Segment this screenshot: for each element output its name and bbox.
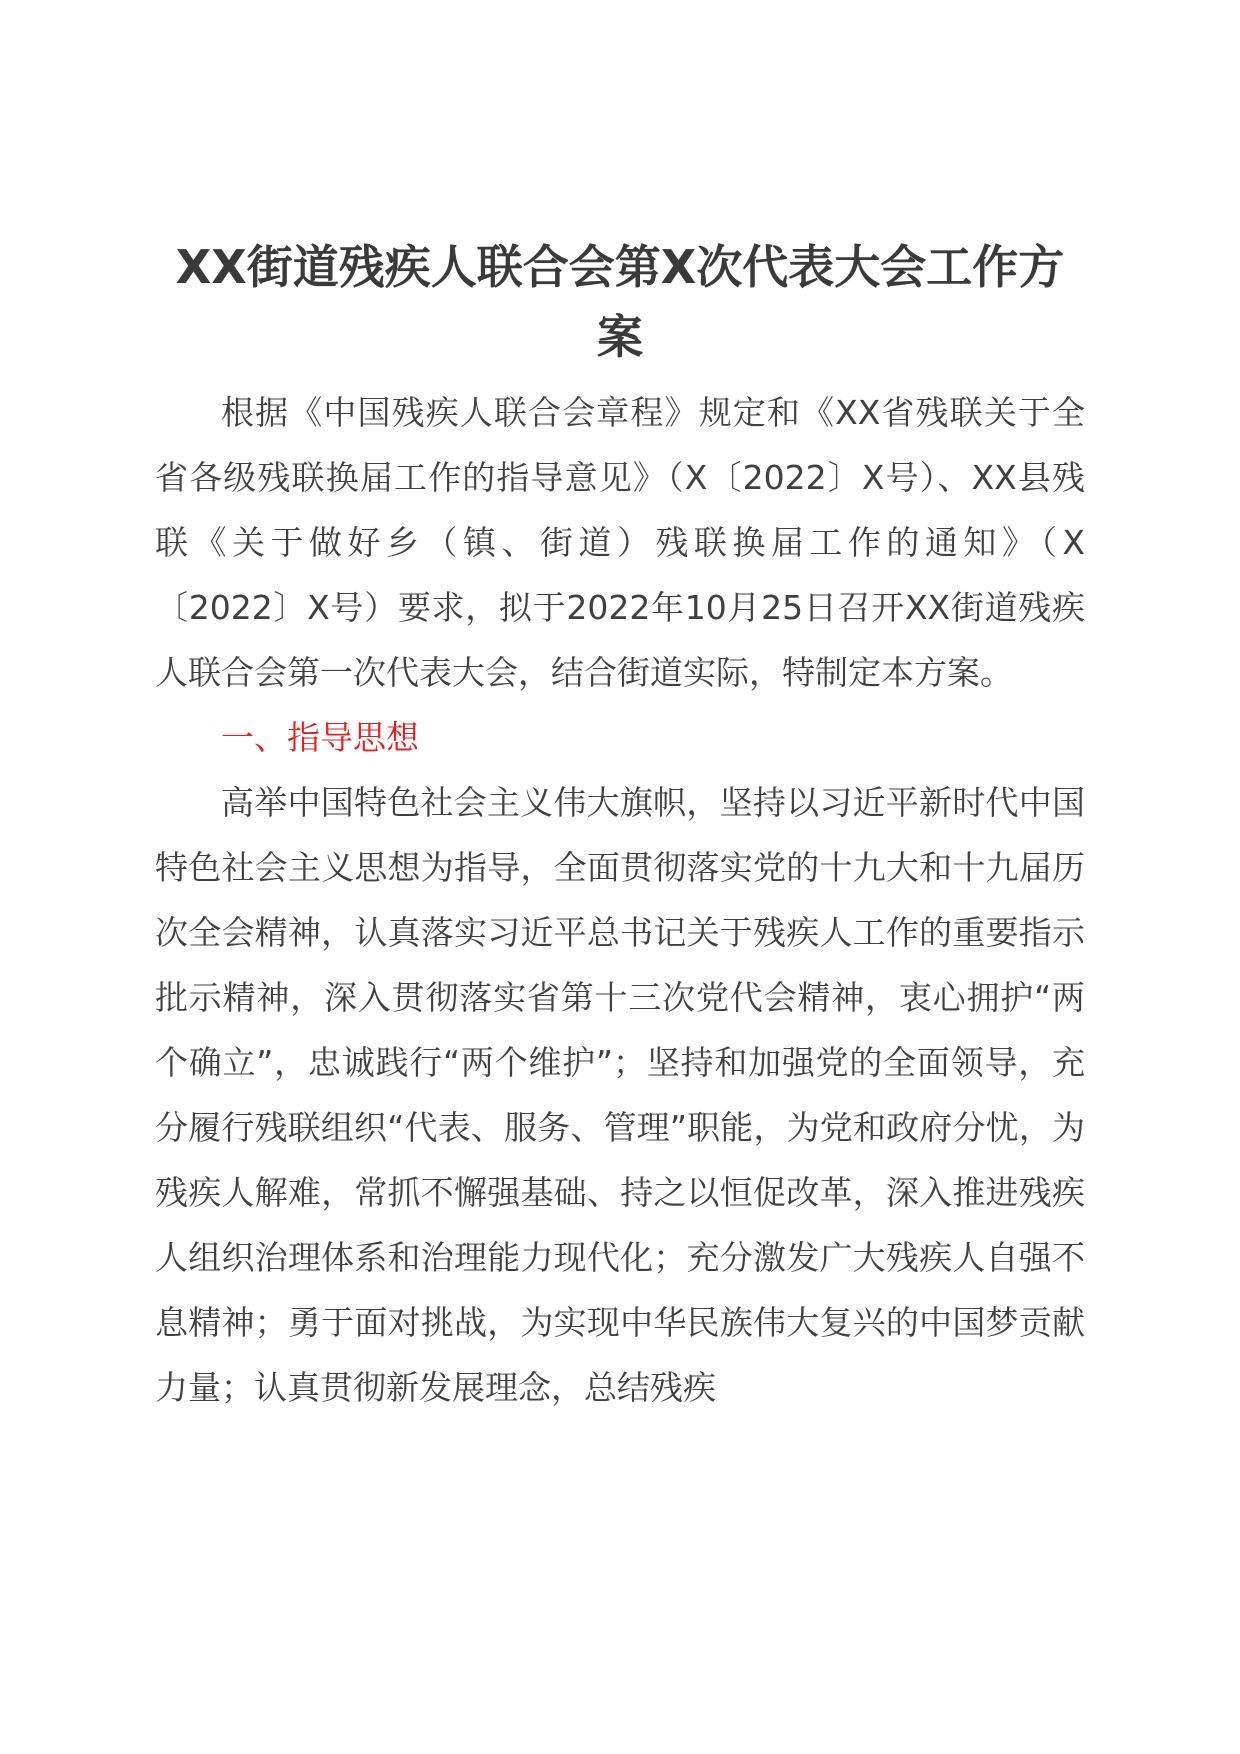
section-heading-guiding-ideology: 一、指导思想 [221, 718, 419, 757]
guiding-ideology-paragraph: 高举中国特色社会主义伟大旗帜，坚持以习近平新时代中国特色社会主义思想为指导，全面贯彻落实党的十九大和十九届历次全会精神，认真落实习近平总书记关于残疾人工作的重要指示批示精神，深入贯彻落实省第十三次党代会精神，衷心拥护“两个确立”，忠诚践行“两个维护”；坚持和加强党的全面领导，充分履行残联组织“代表、服务、管理”职能，为党和政府分忧，为残疾人解难，常抓不懈强基础、持之以恒促改革，深入推进残疾人组织治理体系和治理能力现代化；充分激发广大残疾人自强不息精神；勇于面对挑战，为实现中华民族伟大复兴的中国梦贡献力量；认真贯彻新发展理念，总结残疾 [155, 783, 1085, 1407]
intro-paragraph: 根据《中国残疾人联合会章程》规定和《XX省残联关于全省各级残联换届工作的指导意见》（X〔2022〕X号）、XX县残联《关于做好乡（镇、街道）残联换届工作的通知》（X〔2022〕X号）要求，拟于2022年10月25日召开XX街道残疾人联合会第一次代表大会，结合街道实际，特制定本方案。 [155, 393, 1085, 692]
document-title: XX街道残疾人联合会第X次代表大会工作方案 [175, 240, 1065, 364]
document-body [155, 232, 1085, 1420]
